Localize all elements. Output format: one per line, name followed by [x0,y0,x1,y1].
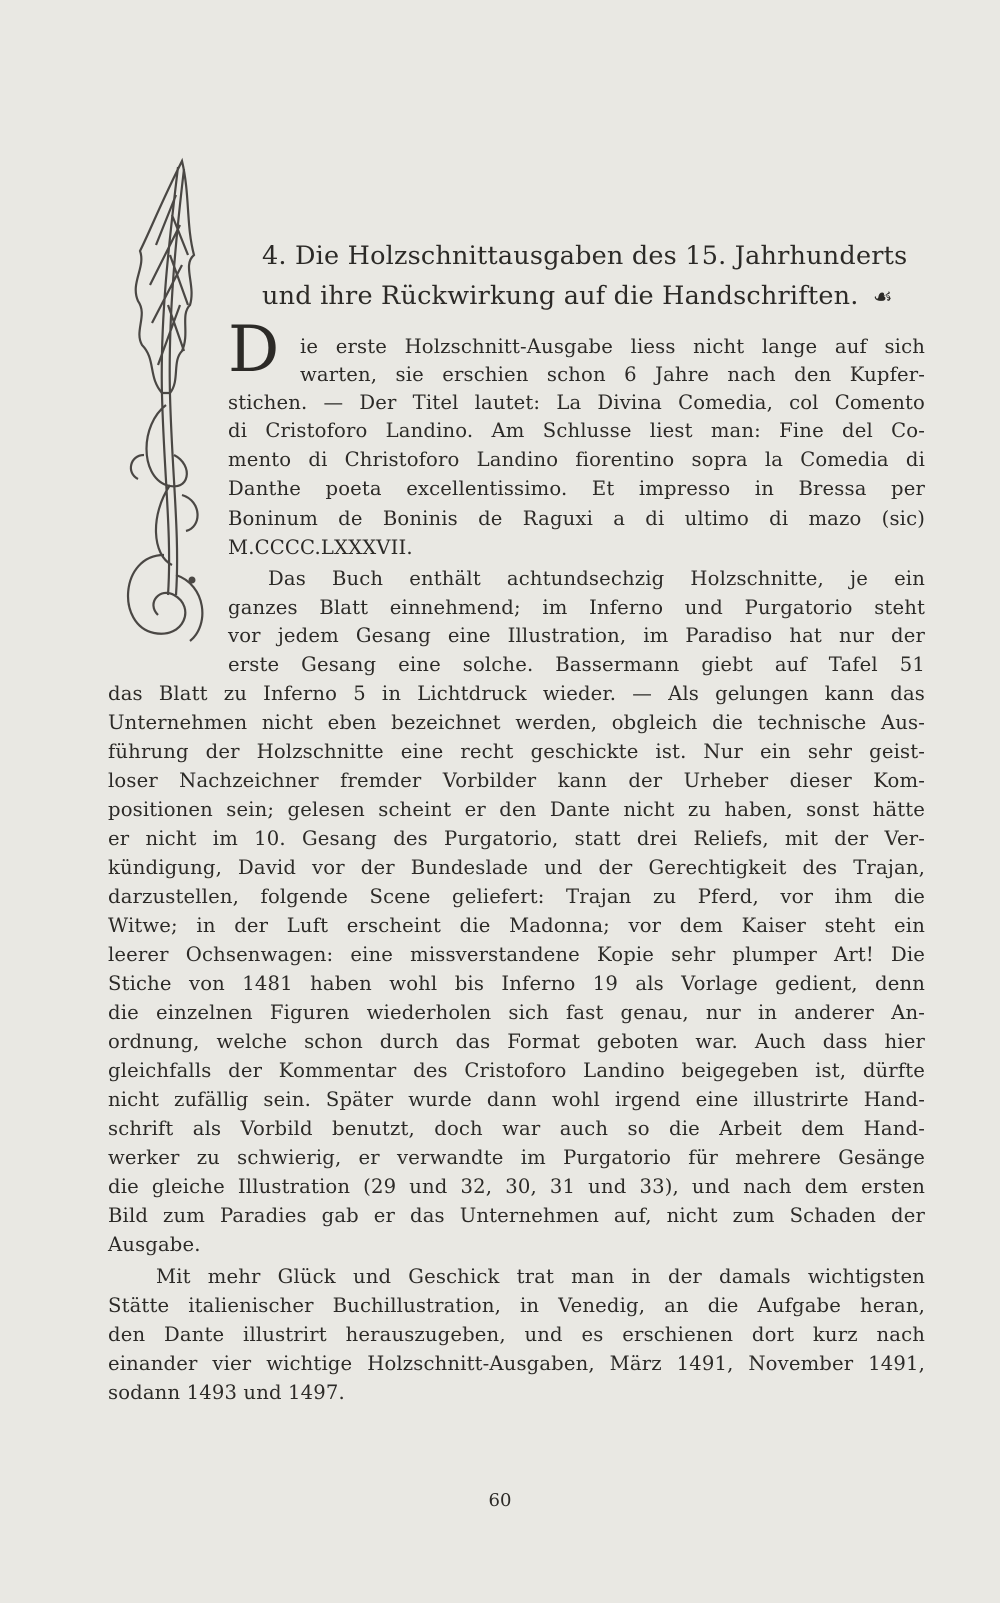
heading-line-2-text: und ihre Rückwirkung auf die Handschriften. [262,281,859,311]
text-line: nicht zufällig sein. Später wurde dann wohl irgend eine illustrirte Hand- [108,1088,925,1111]
text-line: Mit mehr Glück und Geschick trat man in der damals wichtigsten [156,1265,925,1288]
text-line: Boninum de Boninis de Raguxi a di ultimo di mazo (sic) [228,507,925,530]
text-line: führung der Holzschnitte eine recht geschickte ist. Nur ein sehr geist- [108,740,925,763]
text-line: ganzes Blatt einnehmend; im Inferno und Purgatorio steht [228,596,925,619]
page-number: 60 [488,1490,512,1511]
text-line: werker zu schwierig, er verwandte im Purgatorio für mehrere Gesänge [108,1146,925,1169]
chapter-heading [262,236,922,318]
text-line: gleichfalls der Kommentar des Cristoforo Landino beigegeben ist, dürfte [108,1059,925,1082]
text-line: M.CCCC.LXXXVII. [228,536,413,559]
text-line: ordnung, welche schon durch das Format geboten war. Auch dass hier [108,1030,925,1053]
text-line: sodann 1493 und 1497. [108,1381,345,1404]
text-line: Stätte italienischer Buchillustration, in Venedig, an die Aufgabe heran, [108,1294,925,1317]
drop-cap: D [228,313,280,387]
text-line: Bild zum Paradies gab er das Unternehmen auf, nicht zum Schaden der [108,1204,925,1227]
text-line: Danthe poeta excellentissimo. Et impresso in Bressa per [228,477,925,500]
fleuron-icon: ☙ [872,285,893,310]
text-line: Ausgabe. [108,1233,201,1256]
text-line: leerer Ochsenwagen: eine missverstandene Kopie sehr plumper Art! Die [108,943,925,966]
text-line: Stiche von 1481 haben wohl bis Inferno 19 als Vorlage gedient, denn [108,972,925,995]
text-line: positionen sein; gelesen scheint er den Dante nicht zu haben, sonst hätte [108,798,925,821]
text-line: warten, sie erschien schon 6 Jahre nach den Kupfer- [300,363,925,386]
text-line: die einzelnen Figuren wiederholen sich fast genau, nur in anderer An- [108,1001,925,1024]
heading-line-2 [262,276,922,318]
text-line: die gleiche Illustration (29 und 32, 30, 31 und 33), und nach dem ersten [108,1175,925,1198]
text-line: erste Gesang eine solche. Bassermann giebt auf Tafel 51 [228,653,925,676]
text-line: loser Nachzeichner fremder Vorbilder kann der Urheber dieser Kom- [108,769,925,792]
heading-line-1: 4. Die Holzschnittausgaben des 15. Jahrhunderts [262,241,908,271]
text-line: kündigung, David vor der Bundeslade und der Gerechtigkeit des Trajan, [108,856,925,879]
text-line: Unternehmen nicht eben bezeichnet werden, obgleich die technische Aus- [108,711,925,734]
text-line: di Cristoforo Landino. Am Schlusse liest man: Fine del Co- [228,419,925,442]
leaf-ornament-illustration [110,155,220,675]
text-line: er nicht im 10. Gesang des Purgatorio, statt drei Reliefs, mit der Ver- [108,827,925,850]
text-line: stichen. — Der Titel lautet: La Divina Comedia, col Comento [228,391,925,414]
text-line: das Blatt zu Inferno 5 in Lichtdruck wieder. — Als gelungen kann das [108,682,925,705]
text-line: schrift als Vorbild benutzt, doch war auch so die Arbeit dem Hand- [108,1117,925,1140]
text-line: mento di Christoforo Landino fiorentino sopra la Comedia di [228,448,925,471]
text-line: ie erste Holzschnitt-Ausgabe liess nicht lange auf sich [300,335,925,358]
text-line: den Dante illustrirt herauszugeben, und es erschienen dort kurz nach [108,1323,925,1346]
text-line: vor jedem Gesang eine Illustration, im Paradiso hat nur der [228,624,925,647]
text-line: Das Buch enthält achtundsechzig Holzschnitte, je ein [268,567,925,590]
text-line: einander vier wichtige Holzschnitt-Ausgaben, März 1491, November 1491, [108,1352,925,1375]
text-line: Witwe; in der Luft erscheint die Madonna; vor dem Kaiser steht ein [108,914,925,937]
text-line: darzustellen, folgende Scene geliefert: Trajan zu Pferd, vor ihm die [108,885,925,908]
